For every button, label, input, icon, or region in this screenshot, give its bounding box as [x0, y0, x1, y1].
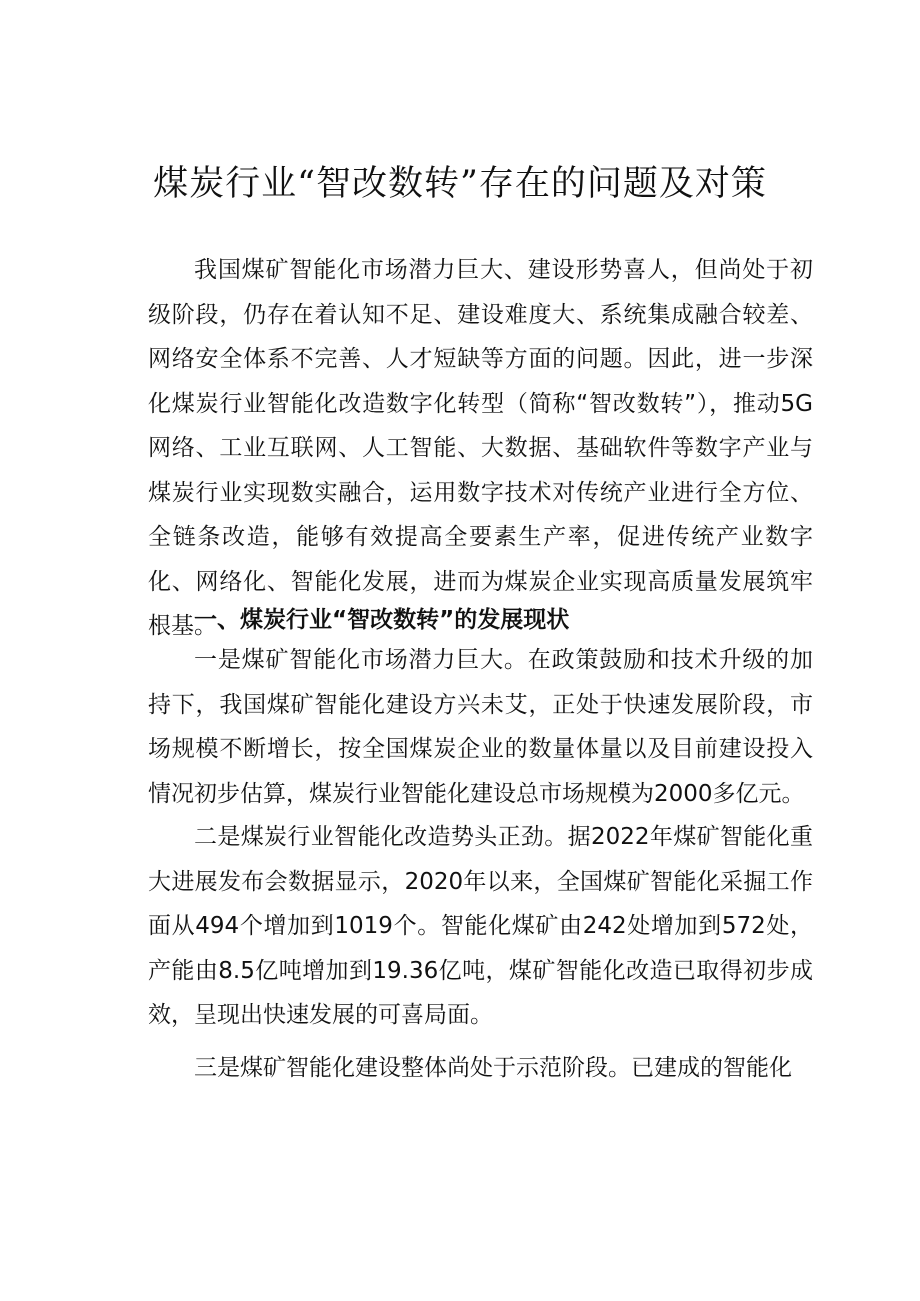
section-heading: 一、煤炭行业“智改数转”的发展现状	[194, 607, 570, 633]
paragraph-demonstration-stage: 三是煤矿智能化建设整体尚处于示范阶段。已建成的智能化	[194, 1055, 792, 1081]
paragraph-market-potential: 一是煤矿智能化市场潜力巨大。在政策鼓励和技术升级的加持下，我国煤矿智能化建设方兴未艾，正处于快速发展阶段，市场规模不断增长，按全国煤炭企业的数量体量以及目前建设投入情况初步估算，煤炭行业智能化建设总市场规模为2000多亿元。	[148, 647, 813, 807]
paragraph-transformation-momentum: 二是煤炭行业智能化改造势头正劲。据2022年煤矿智能化重大进展发布会数据显示，2020年以来，全国煤矿智能化采掘工作面从494个增加到1019个。智能化煤矿由242处增加到572处，产能由8.5亿吨增加到19.36亿吨，煤矿智能化改造已取得初步成效，呈现出快速发展的可喜局面。	[148, 824, 813, 1028]
document-title: 煤炭行业“智改数转”存在的问题及对策	[153, 164, 767, 204]
intro-paragraph: 我国煤矿智能化市场潜力巨大、建设形势喜人，但尚处于初级阶段，仍存在着认知不足、建设难度大、系统集成融合较差、网络安全体系不完善、人才短缺等方面的问题。因此，进一步深化煤炭行业智能化改造数字化转型（简称“智改数转”），推动5G网络、工业互联网、人工智能、大数据、基础软件等数字产业与煤炭行业实现数实融合，运用数字技术对传统产业进行全方位、全链条改造，能够有效提高全要素生产率，促进传统产业数字化、网络化、智能化发展，进而为煤炭企业实现高质量发展筑牢根基。	[148, 257, 813, 639]
